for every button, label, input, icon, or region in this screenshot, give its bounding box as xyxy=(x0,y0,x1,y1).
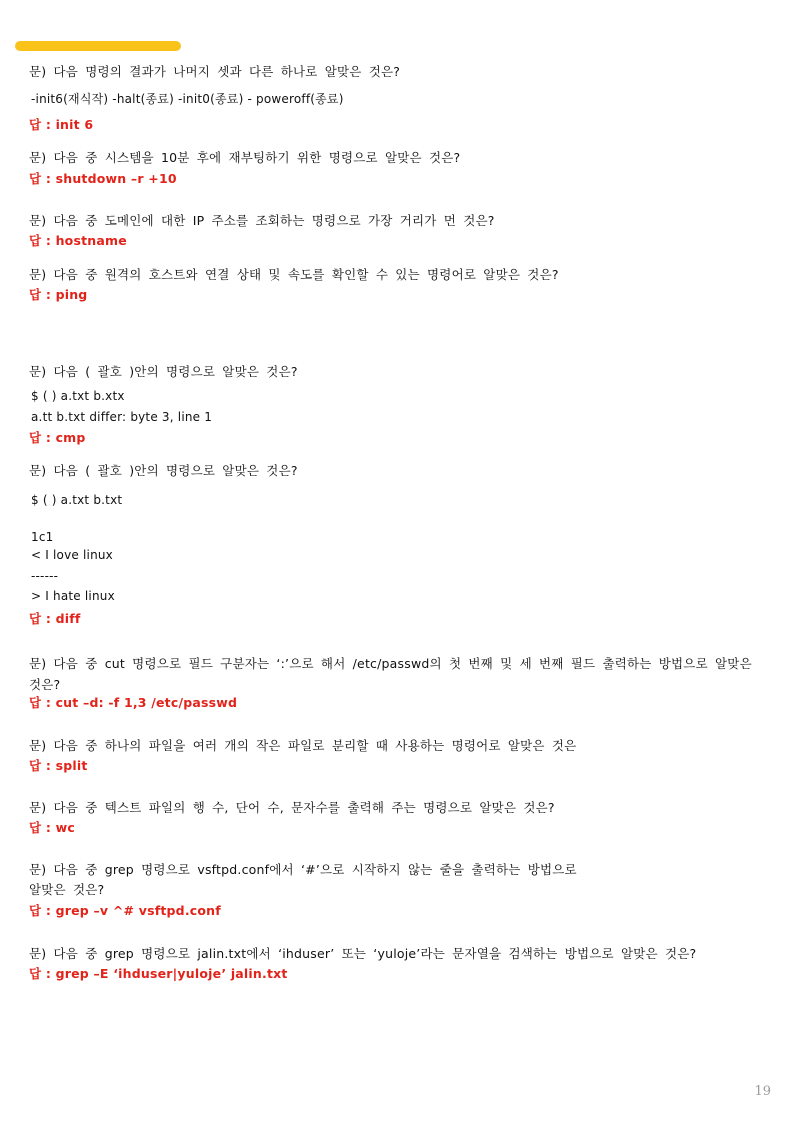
question-9-text: 문) 다음 중 텍스트 파일의 행 수, 단어 수, 문자수를 출력해 주는 명령으로 알맞은 것은? xyxy=(29,800,555,815)
question-5-text: 문) 다음 ( 괄호 )안의 명령으로 알맞은 것은? xyxy=(29,364,298,379)
question-6-code-line: < I love linux xyxy=(31,548,113,562)
question-3-text: 문) 다음 중 도메인에 대한 IP 주소를 조회하는 명령으로 가장 거리가 먼 것은? xyxy=(29,213,495,228)
page-number: 19 xyxy=(754,1084,771,1099)
question-6-code-line: > I hate linux xyxy=(31,589,115,603)
question-7-text: 문) 다음 중 cut 명령으로 필드 구분자는 ‘:’으로 해서 /etc/passwd의 첫 번째 및 세 번째 필드 출력하는 방법으로 알맞은 것은? xyxy=(29,656,752,692)
question-2-text: 문) 다음 중 시스템을 10분 후에 재부팅하기 위한 명령으로 알맞은 것은? xyxy=(29,150,461,165)
question-6-code-line: 1c1 xyxy=(31,530,54,544)
question-10-text-line1: 문) 다음 중 grep 명령으로 vsftpd.conf에서 ‘#’으로 시작하지 않는 줄을 출력하는 방법으로 xyxy=(29,862,577,877)
accent-bar xyxy=(15,41,181,51)
question-5-answer: 답 : cmp xyxy=(29,430,86,445)
question-4-answer: 답 : ping xyxy=(29,287,88,302)
question-6-code-line: ------ xyxy=(31,569,59,583)
question-2-answer: 답 : shutdown –r +10 xyxy=(29,171,177,186)
question-1-text: 문) 다음 명령의 결과가 나머지 셋과 다른 하나로 알맞은 것은? xyxy=(29,64,401,79)
question-8-text: 문) 다음 중 하나의 파일을 여러 개의 작은 파일로 분리할 때 사용하는 명령어로 알맞은 것은 xyxy=(29,738,577,753)
question-1-options: -init6(재식작) -halt(종료) -init0(종료) - poweroff(종료) xyxy=(31,92,344,106)
question-7-answer: 답 : cut –d: -f 1,3 /etc/passwd xyxy=(29,695,238,710)
question-6-code-line: $ ( ) a.txt b.txt xyxy=(31,493,123,507)
question-9-answer: 답 : wc xyxy=(29,820,75,835)
question-10-text-line2: 알맞은 것은? xyxy=(29,882,105,897)
question-6-text: 문) 다음 ( 괄호 )안의 명령으로 알맞은 것은? xyxy=(29,463,298,478)
question-6-answer: 답 : diff xyxy=(29,611,81,626)
question-10-answer: 답 : grep –v ^# vsftpd.conf xyxy=(29,903,221,918)
question-1-answer: 답 : init 6 xyxy=(29,117,94,132)
question-5-code-line: $ ( ) a.txt b.xtx xyxy=(31,389,125,403)
question-11-answer: 답 : grep –E ‘ihduser|yuloje’ jalin.txt xyxy=(29,966,288,981)
question-11-text: 문) 다음 중 grep 명령으로 jalin.txt에서 ‘ihduser’ 또는 ‘yuloje’라는 문자열을 검색하는 방법으로 알맞은 것은? xyxy=(29,946,697,961)
question-4-text: 문) 다음 중 원격의 호스트와 연결 상태 및 속도를 확인할 수 있는 명령어로 알맞은 것은? xyxy=(29,267,559,282)
question-3-answer: 답 : hostname xyxy=(29,233,127,248)
question-8-answer: 답 : split xyxy=(29,758,88,773)
question-5-code-line: a.tt b.txt differ: byte 3, line 1 xyxy=(31,410,213,424)
